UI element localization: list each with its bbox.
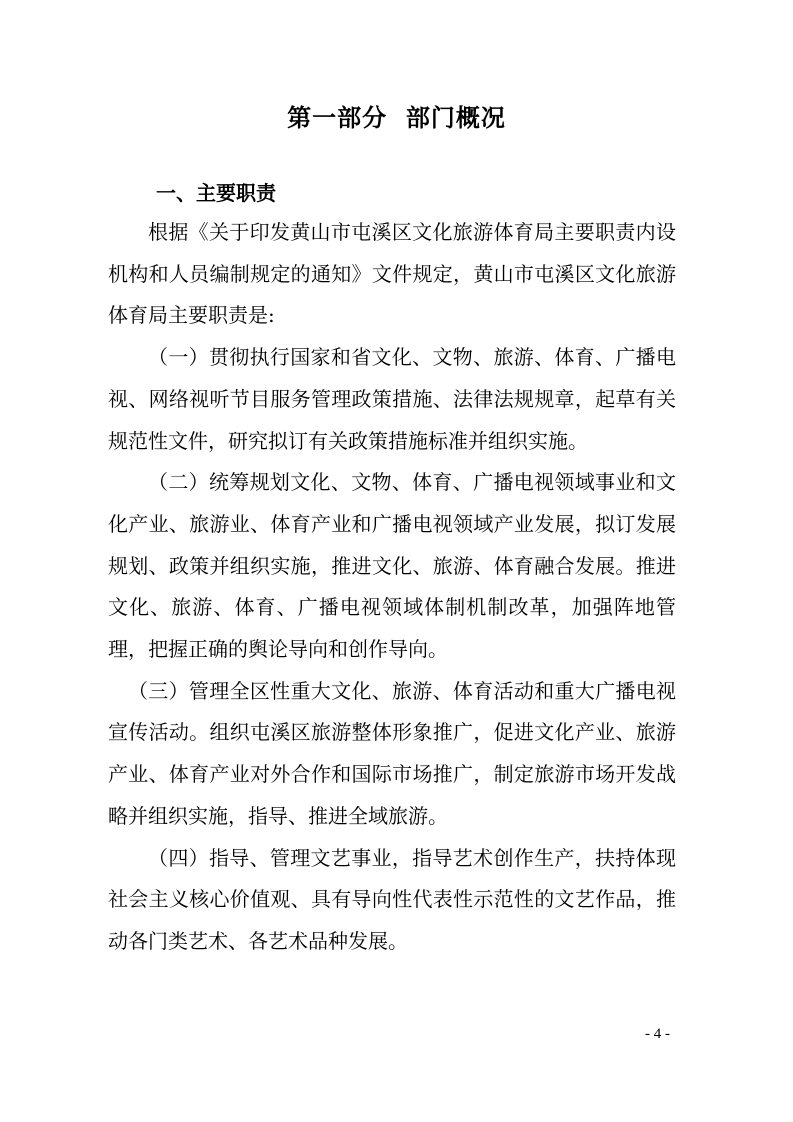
paragraph-intro: 根据《关于印发黄山市屯溪区文化旅游体育局主要职责内设机构和人员编制规定的通知》文件规定，黄山市屯溪区文化旅游体育局主要职责是: [108,220,676,328]
page-title: 第一部分 部门概况 [287,104,506,132]
paragraph-duty-4: （四）指导、管理文艺事业，指导艺术创作生产，扶持体现社会主义核心价值观、具有导向性代表性示范性的文艺作品，推动各门类艺术、各艺术品种发展。 [108,845,676,953]
body-text [108,212,676,963]
paragraph-duty-3: （三）管理全区性重大文化、旅游、体育活动和重大广播电视宣传活动。组织屯溪区旅游整体形象推广，促进文化产业、旅游产业、体育产业对外合作和国际市场推广，制定旅游市场开发战略并组织实施，指导、推进全域旅游。 [108,678,676,828]
page-number: - 4 - [645,1026,670,1042]
paragraph-duty-1: （一）贯彻执行国家和省文化、文物、旅游、体育、广播电视、网络视听节目服务管理政策措施、法律法规规章，起草有关规范性文件，研究拟订有关政策措施标准并组织实施。 [108,345,676,453]
paragraph-duty-2: （二）统筹规划文化、文物、体育、广播电视领域事业和文化产业、旅游业、体育产业和广播电视领域产业发展，拟订发展规划、政策并组织实施，推进文化、旅游、体育融合发展。推进文化、旅游、体育、广播电视领域体制机制改革，加强阵地管理，把握正确的舆论导向和创作导向。 [108,470,676,662]
section-heading: 一、主要职责 [156,181,276,205]
